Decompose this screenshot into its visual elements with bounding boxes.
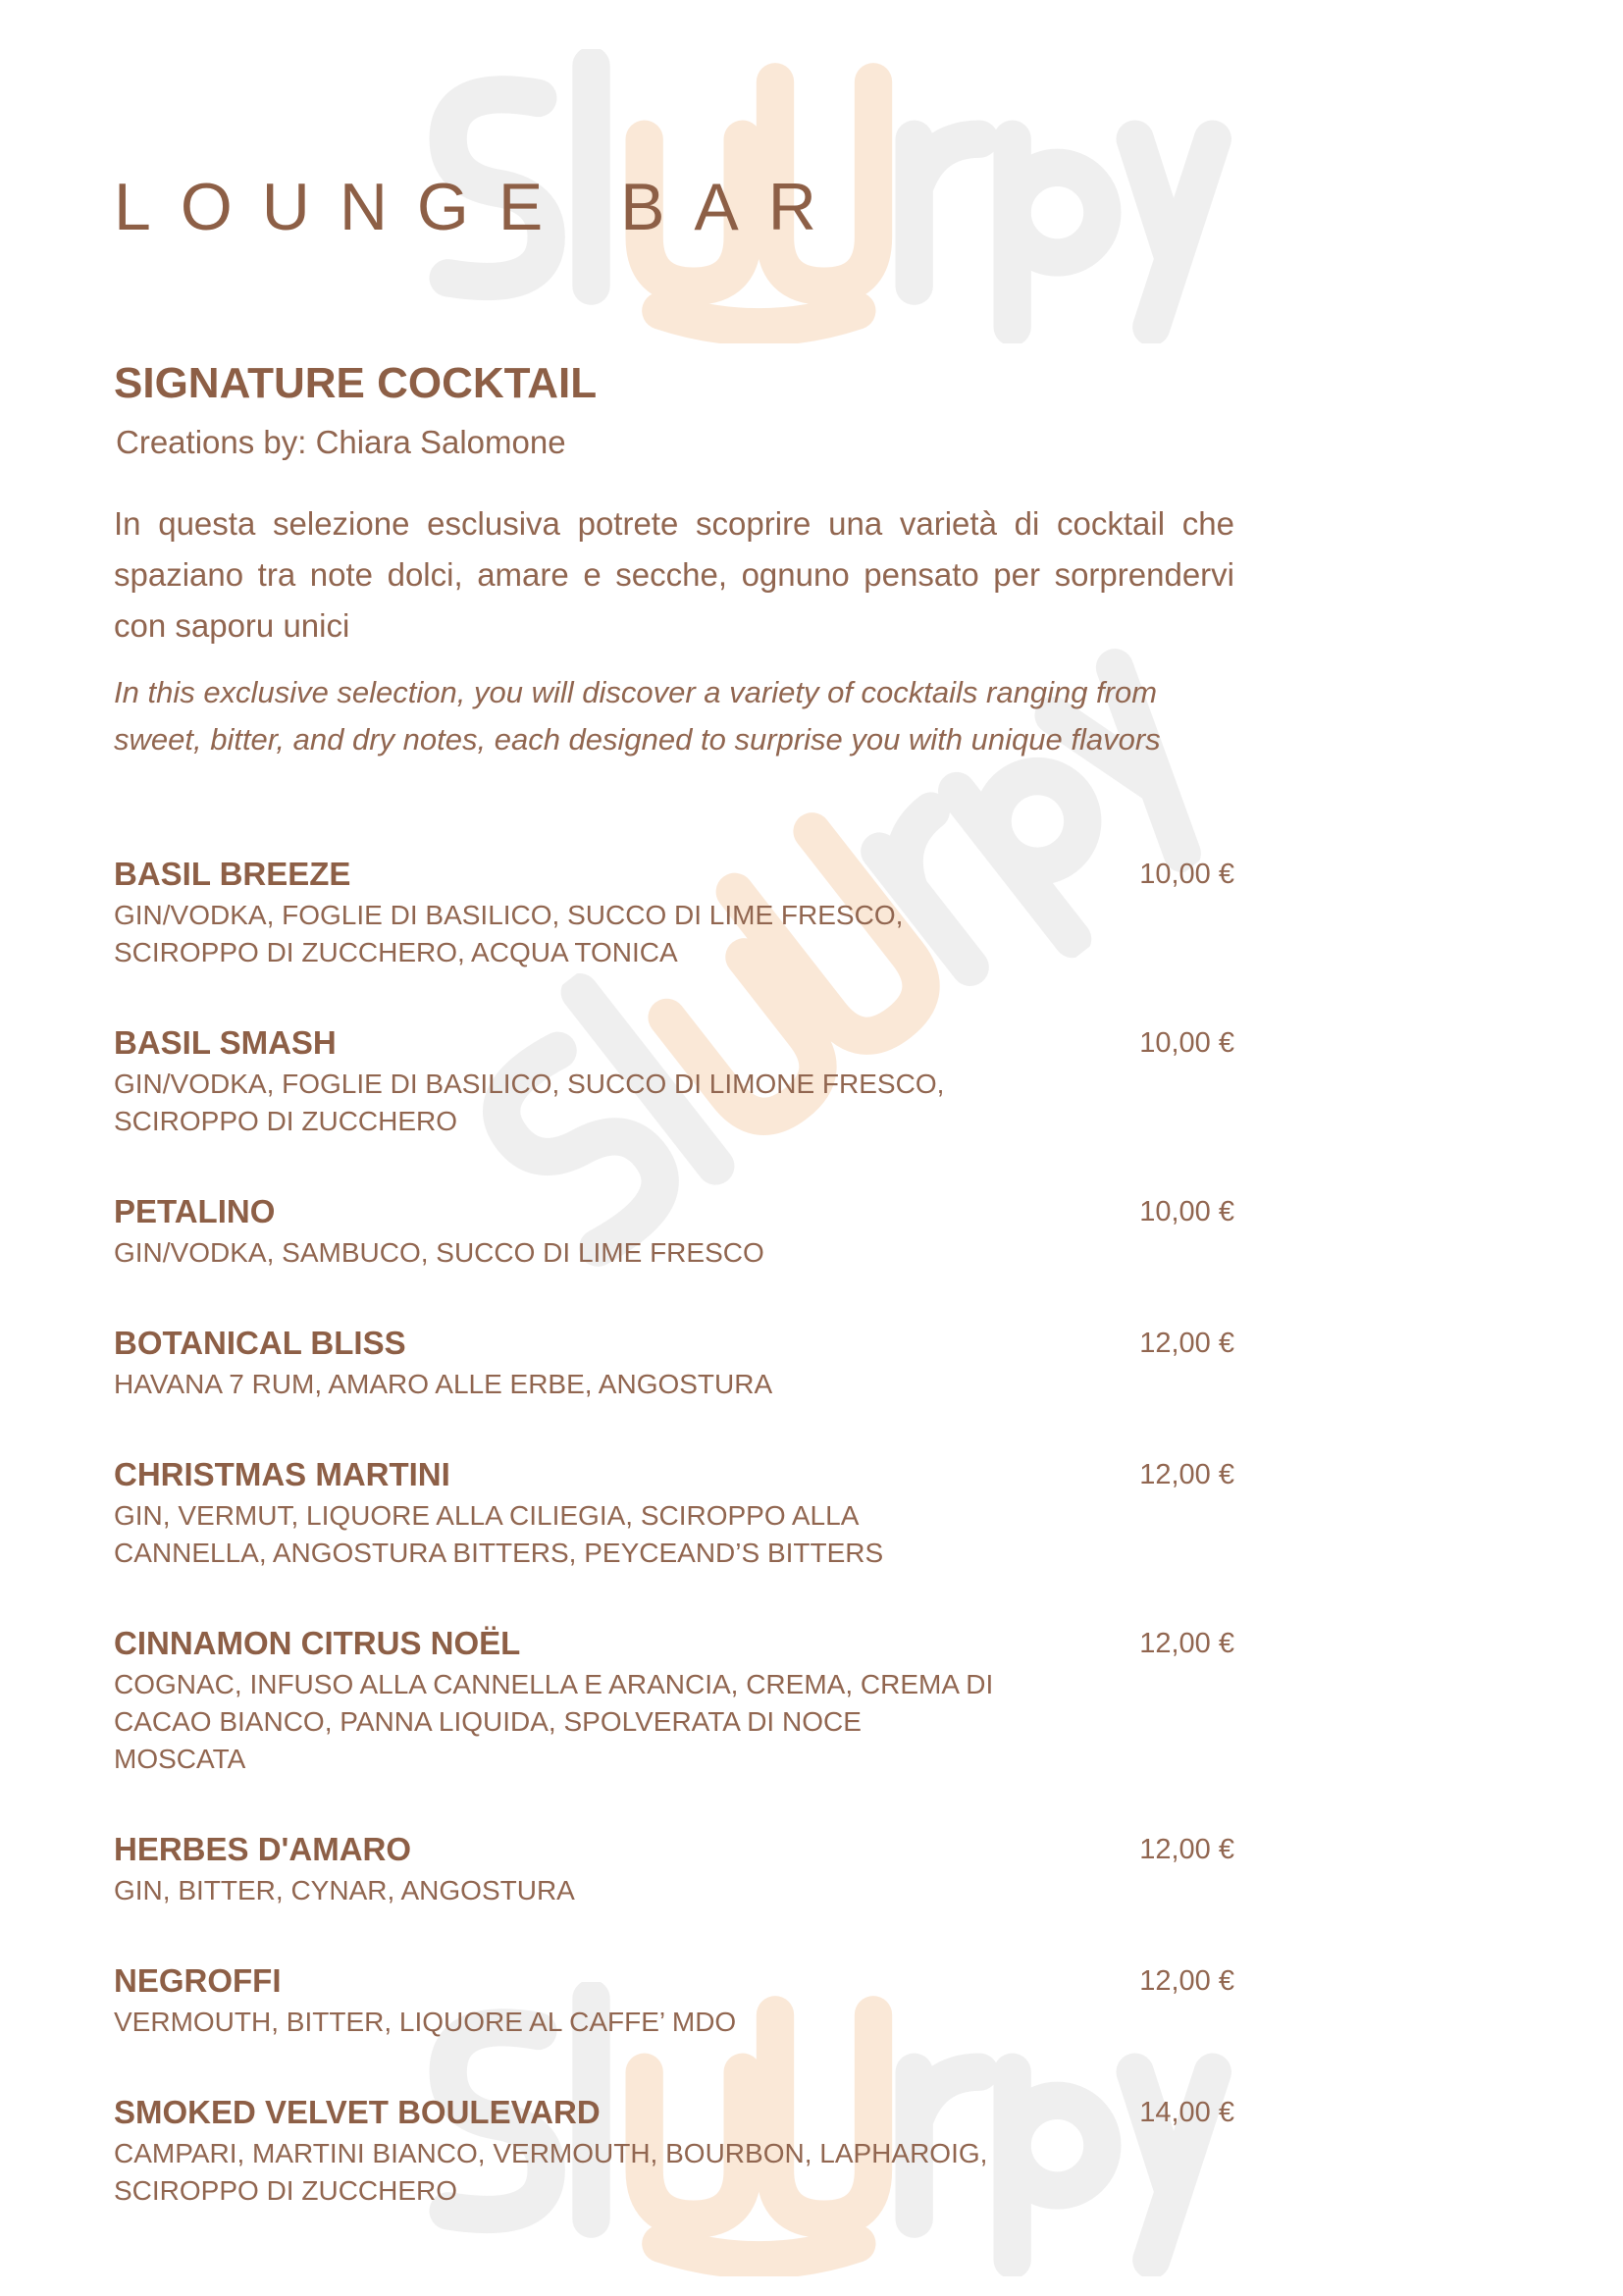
creator-credit: Creations by: Chiara Salomone — [116, 424, 566, 460]
item-name: HERBES D'AMARO — [114, 1831, 412, 1867]
item-name: CINNAMON CITRUS NOËL — [114, 1625, 521, 1661]
section-heading: SIGNATURE COCKTAIL — [114, 359, 598, 407]
item-ingredients: GIN/VODKA, FOGLIE DI BASILICO, SUCCO DI LIME FRESCO, SCIROPPO DI ZUCCHERO, ACQUA TONICA — [114, 900, 904, 967]
item-ingredients: GIN, BITTER, CYNAR, ANGOSTURA — [114, 1875, 575, 1905]
menu-item — [114, 1189, 1234, 1272]
menu-item — [114, 2090, 1234, 2210]
item-ingredients: CAMPARI, MARTINI BIANCO, VERMOUTH, BOURBON, LAPHAROIG, SCIROPPO DI ZUCCHERO — [114, 2138, 988, 2206]
item-name: PETALINO — [114, 1193, 276, 1229]
item-name: BASIL SMASH — [114, 1024, 337, 1061]
item-ingredients: GIN/VODKA, FOGLIE DI BASILICO, SUCCO DI LIMONE FRESCO, SCIROPPO DI ZUCCHERO — [114, 1069, 945, 1136]
item-price: 12,00 € — [1139, 1834, 1234, 1865]
item-price: 12,00 € — [1139, 1459, 1234, 1490]
item-ingredients: HAVANA 7 RUM, AMARO ALLE ERBE, ANGOSTURA — [114, 1369, 773, 1399]
menu-item — [114, 1020, 1234, 1140]
item-ingredients: GIN/VODKA, SAMBUCO, SUCCO DI LIME FRESCO — [114, 1237, 764, 1268]
page-title: LOUNGE BAR — [114, 170, 846, 244]
menu-item — [114, 1321, 1234, 1403]
item-name: BASIL BREEZE — [114, 856, 351, 892]
item-ingredients: COGNAC, INFUSO ALLA CANNELLA E ARANCIA, CREMA, CREMA DI CACAO BIANCO, PANNA LIQUIDA, SPOLVERATA DI NOCE MOSCATA — [114, 1669, 994, 1774]
item-price: 12,00 € — [1139, 1328, 1234, 1359]
item-name: CHRISTMAS MARTINI — [114, 1456, 450, 1492]
description-italian: In questa selezione esclusiva potrete scoprire una varietà di cocktail che spaziano tra note dolci, amare e secche, ognuno pensato per sorprendervi con saporu unici — [114, 505, 1234, 644]
item-ingredients: GIN, VERMUT, LIQUORE ALLA CILIEGIA, SCIROPPO ALLA CANNELLA, ANGOSTURA BITTERS, PEYCEAND’S BITTERS — [114, 1500, 884, 1568]
menu-item — [114, 1621, 1234, 1778]
item-ingredients: VERMOUTH, BITTER, LIQUORE AL CAFFE’ MDO — [114, 2007, 737, 2037]
item-name: SMOKED VELVET BOULEVARD — [114, 2094, 601, 2130]
menu-item — [114, 852, 1234, 971]
menu-item — [114, 1958, 1234, 2041]
menu-item — [114, 1827, 1234, 1909]
item-price: 12,00 € — [1139, 1965, 1234, 1997]
item-name: BOTANICAL BLISS — [114, 1325, 406, 1361]
item-price: 14,00 € — [1139, 2097, 1234, 2128]
item-name: NEGROFFI — [114, 1962, 282, 1999]
menu-item — [114, 1452, 1234, 1572]
description-english: In this exclusive selection, you will discover a variety of cocktails ranging from sweet, bitter, and dry notes, each designed to surprise you with unique flavors — [114, 675, 1161, 757]
cocktail-list — [114, 852, 1234, 2259]
item-price: 10,00 € — [1139, 859, 1234, 890]
item-price: 10,00 € — [1139, 1027, 1234, 1059]
item-price: 10,00 € — [1139, 1196, 1234, 1227]
item-price: 12,00 € — [1139, 1628, 1234, 1659]
